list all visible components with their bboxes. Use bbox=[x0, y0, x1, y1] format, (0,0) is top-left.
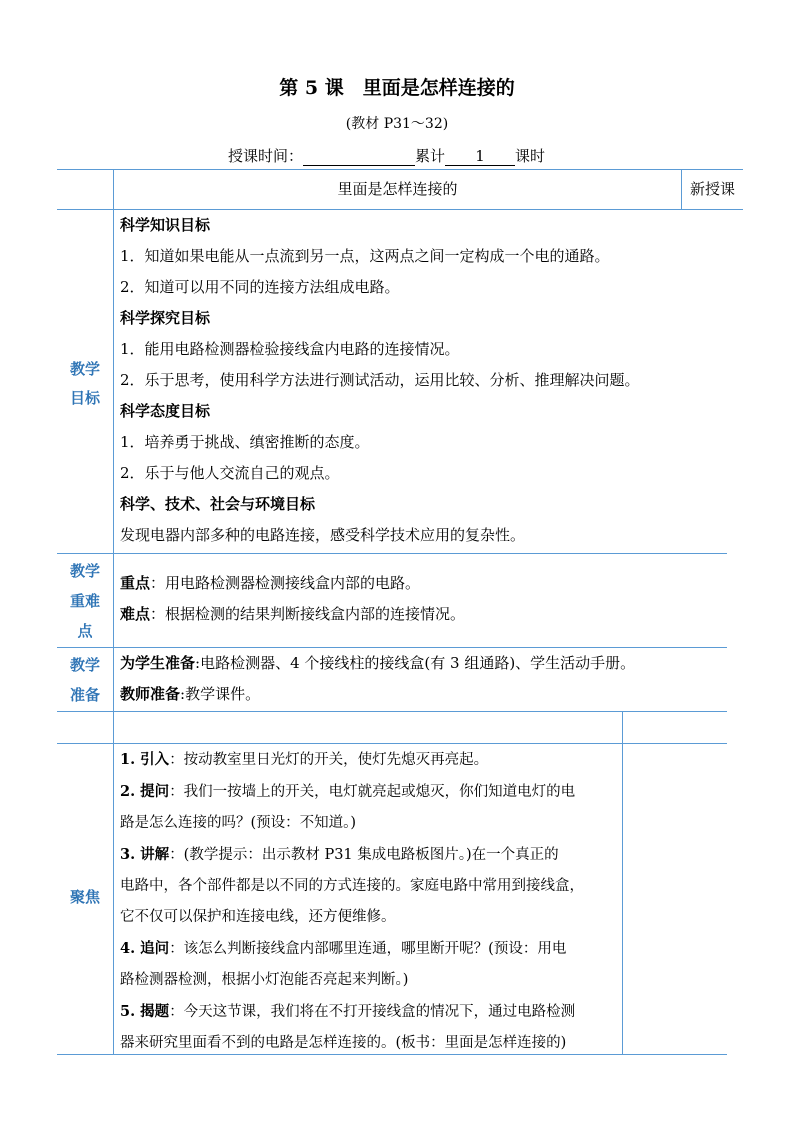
focus-label: 聚焦 bbox=[69, 888, 100, 906]
objective-item: 1．知道如果电能从一点流到另一点，这两点之间一定构成一个电的通路。 bbox=[120, 247, 610, 265]
keypoints-content bbox=[120, 568, 720, 630]
objective-item: 2．乐于思考，使用科学方法进行测试活动，运用比较、分析、推理解决问题。 bbox=[120, 371, 640, 389]
step-text: 电路中，各个部件都是以不同的方式连接的。家庭电路中常用到接线盒， bbox=[120, 878, 584, 894]
step-label: 5. 揭题 bbox=[120, 1003, 170, 1020]
difficult-point-label: 难点 bbox=[120, 605, 151, 623]
step-text: 它不仅可以保护和连接电线，还方便维修。 bbox=[120, 909, 396, 925]
class-time-line bbox=[228, 145, 545, 166]
objective-item: 2．乐于与他人交流自己的观点。 bbox=[120, 464, 340, 482]
step-label: 2. 提问 bbox=[120, 783, 170, 800]
step-text: 路检测器检测，根据小灯泡能否亮起来判断。) bbox=[120, 972, 409, 988]
teacher-prep-label: 教师准备 bbox=[120, 685, 181, 703]
table-line bbox=[57, 553, 727, 554]
section-heading: 科学探究目标 bbox=[120, 309, 211, 327]
keypoints-label bbox=[58, 556, 112, 646]
step-label: 4. 追问 bbox=[120, 940, 170, 957]
focus-content bbox=[120, 744, 620, 1059]
key-point bbox=[120, 568, 720, 599]
objectives-content bbox=[120, 210, 740, 551]
step-text: ：该怎么判断接线盒内部哪里连通，哪里断开呢？(预设：用电 bbox=[169, 941, 567, 957]
step-label: 1. 引入 bbox=[120, 751, 170, 768]
section-heading: 科学、技术、社会与环境目标 bbox=[120, 495, 316, 513]
table-line bbox=[622, 711, 623, 1054]
focus-step bbox=[120, 839, 620, 871]
focus-step bbox=[120, 744, 620, 776]
step-text: ：按动教室里日光灯的开关，使灯先熄灭再亮起。 bbox=[169, 752, 489, 768]
section-heading: 科学态度目标 bbox=[120, 402, 211, 420]
table-line bbox=[57, 711, 727, 712]
textbook-pages: (教材 P31～32) bbox=[345, 116, 449, 132]
objective-item: 1．能用电路检测器检验接线盒内电路的连接情况。 bbox=[120, 340, 460, 358]
header-lesson-type: 新授课 bbox=[689, 180, 735, 198]
lesson-title: 第 5 课 里面是怎样连接的 bbox=[279, 77, 515, 99]
difficult-point-text: ：根据检测的结果判断接线盒内部的连接情况。 bbox=[150, 605, 466, 623]
student-prep-label: 为学生准备 bbox=[120, 654, 196, 672]
teacher-prep-text: :教学课件。 bbox=[180, 685, 261, 703]
label-line: 教学 bbox=[69, 656, 100, 674]
label-line: 目标 bbox=[69, 389, 100, 407]
header-topic: 里面是怎样连接的 bbox=[337, 180, 458, 198]
cumulative-label: 累计 bbox=[415, 147, 446, 165]
section-heading: 科学知识目标 bbox=[120, 216, 211, 234]
period-count: 1 bbox=[445, 148, 515, 166]
period-unit: 课时 bbox=[515, 147, 546, 165]
label-line: 准备 bbox=[69, 686, 100, 704]
difficult-point bbox=[120, 599, 720, 630]
student-prep-text: :电路检测器、4 个接线柱的接线盒(有 3 组通路)、学生活动手册。 bbox=[195, 654, 636, 672]
label-line: 教学 bbox=[69, 360, 100, 378]
step-text: ：我们一按墙上的开关，电灯就亮起或熄灭，你们知道电灯的电 bbox=[169, 784, 576, 800]
step-text: ：(教学提示：出示教材 P31 集成电路板图片。)在一个真正的 bbox=[169, 847, 559, 863]
prep-label bbox=[58, 650, 112, 710]
objectives-label bbox=[58, 355, 112, 413]
objective-item: 发现电器内部多种的电路连接，感受科学技术应用的复杂性。 bbox=[120, 526, 526, 544]
label-line: 教学 bbox=[69, 562, 100, 580]
step-label: 3. 讲解 bbox=[120, 846, 170, 863]
prep-content bbox=[120, 648, 725, 710]
student-prep bbox=[120, 648, 725, 679]
class-time-label: 授课时间： bbox=[228, 147, 304, 165]
teacher-prep bbox=[120, 679, 725, 710]
focus-step bbox=[120, 933, 620, 965]
table-line bbox=[113, 169, 114, 1054]
key-point-text: ：用电路检测器检测接线盒内部的电路。 bbox=[150, 574, 421, 592]
focus-step bbox=[120, 996, 620, 1028]
label-line: 重难 bbox=[69, 592, 100, 610]
focus-step bbox=[120, 776, 620, 808]
step-text: ：今天这节课，我们将在不打开接线盒的情况下，通过电路检测 bbox=[169, 1004, 576, 1020]
objective-item: 2．知道可以用不同的连接方法组成电路。 bbox=[120, 278, 400, 296]
label-line: 点 bbox=[77, 622, 93, 640]
step-text: 路是怎么连接的吗？(预设：不知道。) bbox=[120, 815, 357, 831]
table-line bbox=[57, 169, 743, 170]
objective-item: 1．培养勇于挑战、缜密推断的态度。 bbox=[120, 433, 370, 451]
class-time-blank bbox=[303, 148, 415, 166]
step-text: 器来研究里面看不到的电路是怎样连接的。(板书：里面是怎样连接的) bbox=[120, 1035, 567, 1051]
key-point-label: 重点 bbox=[120, 574, 151, 592]
